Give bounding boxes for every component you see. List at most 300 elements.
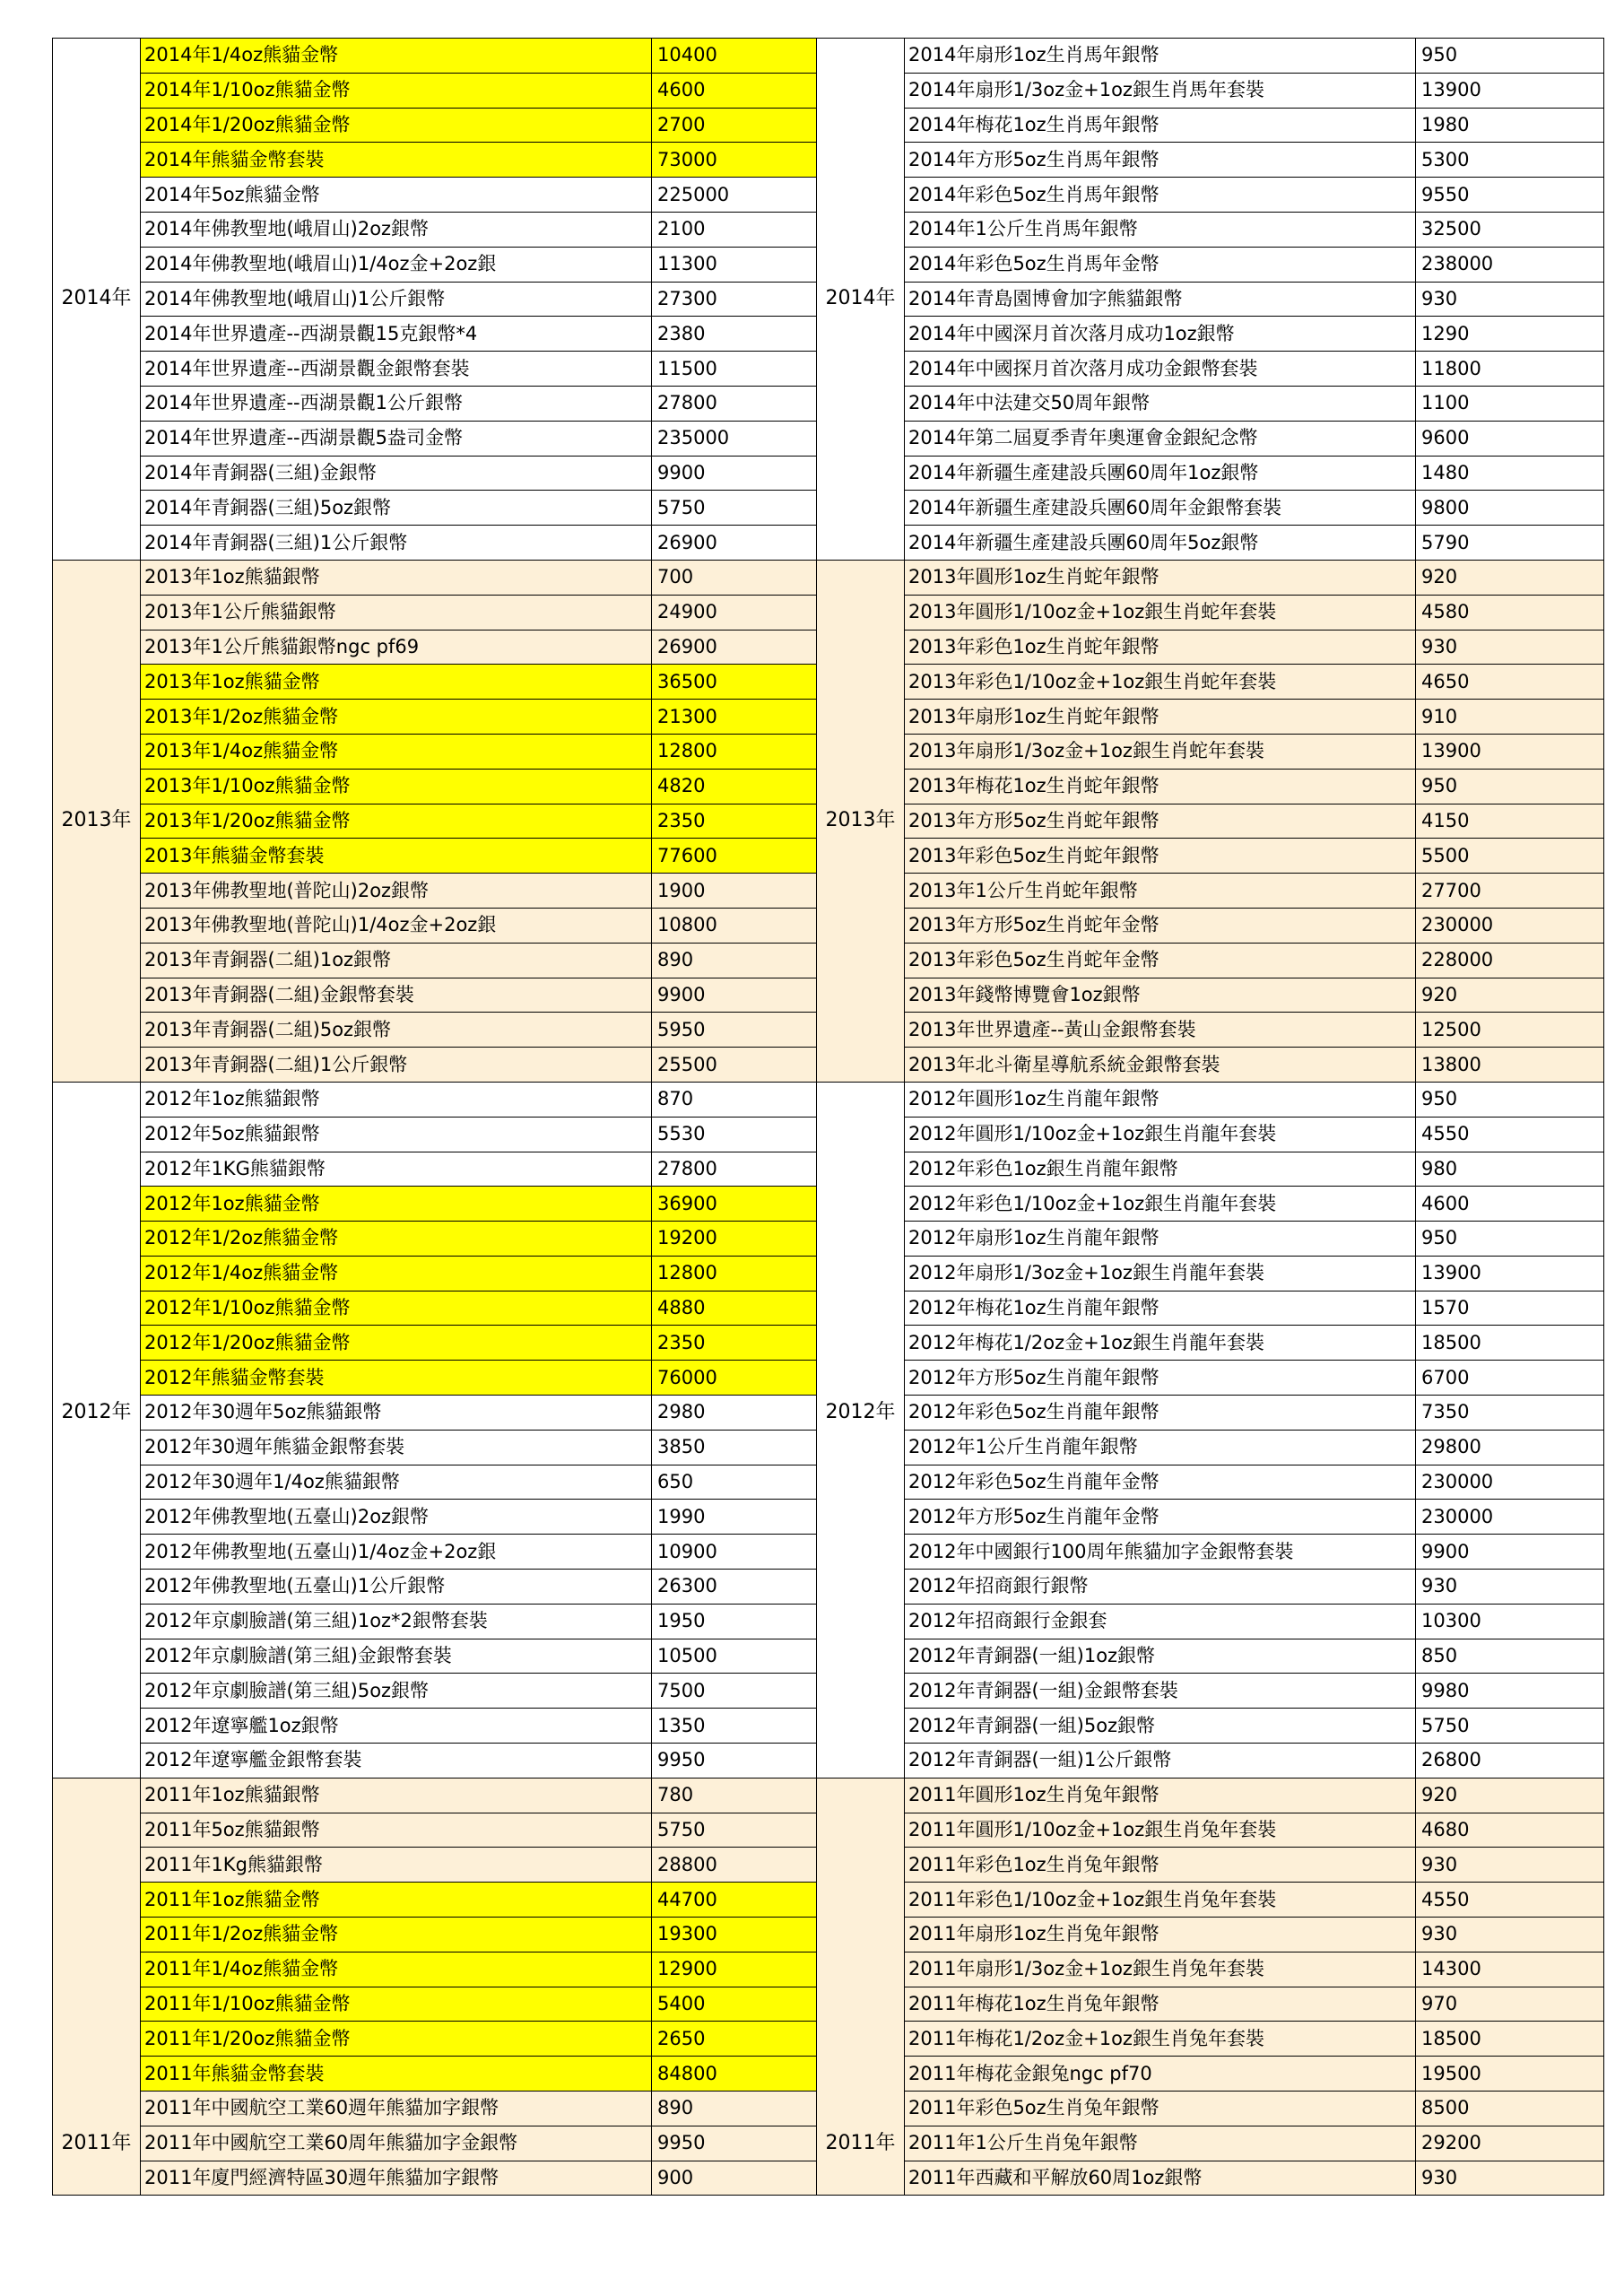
table-row bbox=[817, 1326, 1604, 1361]
table-row bbox=[817, 1883, 1604, 1918]
item-name: 2012年1/10oz熊貓金幣 bbox=[141, 1291, 652, 1326]
table-row bbox=[817, 1674, 1604, 1709]
item-price: 29200 bbox=[1416, 2126, 1604, 2161]
year-cell bbox=[817, 2161, 905, 2196]
table-row bbox=[53, 1500, 840, 1535]
item-name: 2014年扇形1oz生肖馬年銀幣 bbox=[905, 39, 1416, 74]
item-name: 2014年青銅器(三組)5oz銀幣 bbox=[141, 491, 652, 526]
year-cell: 2013年 bbox=[817, 804, 905, 839]
item-name: 2012年1/20oz熊貓金幣 bbox=[141, 1326, 652, 1361]
year-cell bbox=[817, 1291, 905, 1326]
table-row bbox=[53, 560, 840, 595]
year-cell bbox=[817, 1952, 905, 1987]
year-cell bbox=[817, 526, 905, 561]
item-price: 4550 bbox=[1416, 1117, 1604, 1152]
year-cell bbox=[53, 839, 141, 874]
table-row bbox=[53, 1361, 840, 1396]
year-cell bbox=[53, 2057, 141, 2092]
item-name: 2014年中法建交50周年銀幣 bbox=[905, 386, 1416, 421]
year-cell bbox=[53, 1291, 141, 1326]
item-price: 18500 bbox=[1416, 1326, 1604, 1361]
item-name: 2012年中國銀行100周年熊貓加字金銀幣套裝 bbox=[905, 1535, 1416, 1570]
item-price: 4680 bbox=[1416, 1813, 1604, 1848]
table-row bbox=[53, 491, 840, 526]
year-cell bbox=[817, 1152, 905, 1187]
year-cell bbox=[53, 2092, 141, 2126]
year-cell: 2013年 bbox=[53, 804, 141, 839]
year-cell bbox=[53, 352, 141, 387]
year-cell bbox=[817, 73, 905, 108]
item-price: 1570 bbox=[1416, 1291, 1604, 1326]
item-price: 930 bbox=[1416, 1570, 1604, 1605]
year-cell bbox=[53, 1570, 141, 1605]
item-name: 2011年西藏和平解放60周1oz銀幣 bbox=[905, 2161, 1416, 2196]
year-cell bbox=[817, 1082, 905, 1117]
table-row bbox=[53, 804, 840, 839]
item-name: 2013年錢幣博覽會1oz銀幣 bbox=[905, 978, 1416, 1013]
table-row bbox=[817, 595, 1604, 630]
item-name: 2011年1公斤生肖兔年銀幣 bbox=[905, 2126, 1416, 2161]
item-price: 930 bbox=[1416, 630, 1604, 665]
table-row bbox=[53, 1535, 840, 1570]
table-row bbox=[53, 212, 840, 247]
table-row bbox=[817, 1570, 1604, 1605]
item-price: 13800 bbox=[1416, 1048, 1604, 1083]
year-cell bbox=[817, 978, 905, 1013]
item-price: 84800 bbox=[652, 2057, 840, 2092]
item-price: 24900 bbox=[652, 595, 840, 630]
item-price: 19200 bbox=[652, 1222, 840, 1257]
table-row bbox=[817, 1639, 1604, 1674]
item-name: 2011年中國航空工業60週年熊貓加字銀幣 bbox=[141, 2092, 652, 2126]
item-name: 2011年廈門經濟特區30週年熊貓加字銀幣 bbox=[141, 2161, 652, 2196]
item-name: 2013年彩色5oz生肖蛇年銀幣 bbox=[905, 839, 1416, 874]
item-name: 2014年1公斤生肖馬年銀幣 bbox=[905, 212, 1416, 247]
year-cell bbox=[53, 1465, 141, 1500]
year-cell bbox=[53, 1117, 141, 1152]
item-name: 2012年佛教聖地(五臺山)2oz銀幣 bbox=[141, 1500, 652, 1535]
table-row bbox=[53, 978, 840, 1013]
table-row bbox=[817, 1291, 1604, 1326]
item-price: 18500 bbox=[1416, 2022, 1604, 2057]
year-cell bbox=[817, 943, 905, 978]
year-cell bbox=[53, 1604, 141, 1639]
item-price: 4650 bbox=[1416, 665, 1604, 700]
year-cell bbox=[53, 1187, 141, 1222]
year-cell bbox=[817, 491, 905, 526]
year-cell bbox=[53, 143, 141, 178]
item-price: 1900 bbox=[652, 874, 840, 909]
item-price: 11800 bbox=[1416, 352, 1604, 387]
item-price: 950 bbox=[1416, 1222, 1604, 1257]
year-cell bbox=[53, 1813, 141, 1848]
table-row bbox=[53, 630, 840, 665]
item-name: 2012年彩色1/10oz金+1oz銀生肖龍年套裝 bbox=[905, 1187, 1416, 1222]
table-row bbox=[53, 1117, 840, 1152]
table-row bbox=[817, 282, 1604, 317]
table-row bbox=[817, 874, 1604, 909]
item-name: 2013年青銅器(二組)5oz銀幣 bbox=[141, 1013, 652, 1048]
item-price: 930 bbox=[1416, 2161, 1604, 2196]
item-name: 2014年世界遺產--西湖景觀金銀幣套裝 bbox=[141, 352, 652, 387]
table-row bbox=[53, 456, 840, 491]
table-row bbox=[53, 1222, 840, 1257]
item-name: 2014年扇形1/3oz金+1oz銀生肖馬年套裝 bbox=[905, 73, 1416, 108]
year-cell bbox=[53, 1082, 141, 1117]
table-row bbox=[53, 1048, 840, 1083]
item-price: 2350 bbox=[652, 804, 840, 839]
year-cell bbox=[817, 1883, 905, 1918]
item-price: 10800 bbox=[652, 908, 840, 943]
item-name: 2012年佛教聖地(五臺山)1公斤銀幣 bbox=[141, 1570, 652, 1605]
table-row bbox=[817, 1744, 1604, 1779]
year-cell bbox=[53, 456, 141, 491]
item-name: 2012年青銅器(一組)金銀幣套裝 bbox=[905, 1674, 1416, 1709]
year-cell bbox=[817, 317, 905, 352]
year-cell bbox=[817, 421, 905, 456]
item-name: 2013年1oz熊貓銀幣 bbox=[141, 560, 652, 595]
year-cell bbox=[817, 1465, 905, 1500]
table-row bbox=[53, 1778, 840, 1813]
item-price: 9900 bbox=[1416, 1535, 1604, 1570]
item-name: 2013年圓形1/10oz金+1oz銀生肖蛇年套裝 bbox=[905, 595, 1416, 630]
item-name: 2012年30週年1/4oz熊貓銀幣 bbox=[141, 1465, 652, 1500]
item-price: 12800 bbox=[652, 1256, 840, 1291]
item-price: 5750 bbox=[652, 491, 840, 526]
table-row bbox=[817, 700, 1604, 735]
table-row bbox=[817, 1952, 1604, 1987]
year-cell bbox=[53, 1152, 141, 1187]
table-row bbox=[53, 595, 840, 630]
item-name: 2011年彩色1/10oz金+1oz銀生肖兔年套裝 bbox=[905, 1883, 1416, 1918]
item-name: 2013年彩色1oz生肖蛇年銀幣 bbox=[905, 630, 1416, 665]
item-name: 2014年佛教聖地(峨眉山)2oz銀幣 bbox=[141, 212, 652, 247]
table-row bbox=[53, 1082, 840, 1117]
item-price: 890 bbox=[652, 943, 840, 978]
item-price: 10900 bbox=[652, 1535, 840, 1570]
item-name: 2012年京劇臉譜(第三組)1oz*2銀幣套裝 bbox=[141, 1604, 652, 1639]
table-row bbox=[53, 1326, 840, 1361]
item-name: 2014年新疆生產建設兵團60周年金銀幣套裝 bbox=[905, 491, 1416, 526]
item-name: 2012年方形5oz生肖龍年金幣 bbox=[905, 1500, 1416, 1535]
item-price: 26300 bbox=[652, 1570, 840, 1605]
table-row bbox=[53, 352, 840, 387]
item-name: 2012年30週年熊貓金銀幣套裝 bbox=[141, 1430, 652, 1465]
year-cell bbox=[53, 1500, 141, 1535]
item-price: 9900 bbox=[652, 456, 840, 491]
item-name: 2012年1/2oz熊貓金幣 bbox=[141, 1222, 652, 1257]
item-price: 1350 bbox=[652, 1709, 840, 1744]
table-row bbox=[817, 2092, 1604, 2126]
item-price: 12900 bbox=[652, 1952, 840, 1987]
item-name: 2014年中國探月首次落月成功金銀幣套裝 bbox=[905, 352, 1416, 387]
item-price: 5400 bbox=[652, 1987, 840, 2022]
item-price: 73000 bbox=[652, 143, 840, 178]
table-row bbox=[817, 456, 1604, 491]
item-name: 2011年圓形1oz生肖兔年銀幣 bbox=[905, 1778, 1416, 1813]
table-row bbox=[817, 839, 1604, 874]
year-cell bbox=[817, 1674, 905, 1709]
item-price: 950 bbox=[1416, 1082, 1604, 1117]
year-cell bbox=[817, 1256, 905, 1291]
item-name: 2014年世界遺產--西湖景觀1公斤銀幣 bbox=[141, 386, 652, 421]
table-row bbox=[817, 491, 1604, 526]
item-name: 2013年青銅器(二組)金銀幣套裝 bbox=[141, 978, 652, 1013]
item-name: 2011年1/20oz熊貓金幣 bbox=[141, 2022, 652, 2057]
item-name: 2014年佛教聖地(峨眉山)1公斤銀幣 bbox=[141, 282, 652, 317]
year-cell bbox=[817, 560, 905, 595]
table-row bbox=[817, 1082, 1604, 1117]
table-row bbox=[53, 386, 840, 421]
table-row bbox=[53, 874, 840, 909]
item-price: 5500 bbox=[1416, 839, 1604, 874]
table-row bbox=[817, 143, 1604, 178]
item-price: 4880 bbox=[652, 1291, 840, 1326]
year-cell bbox=[817, 1639, 905, 1674]
item-name: 2013年圓形1oz生肖蛇年銀幣 bbox=[905, 560, 1416, 595]
table-row bbox=[817, 386, 1604, 421]
table-row bbox=[817, 665, 1604, 700]
item-price: 230000 bbox=[1416, 1500, 1604, 1535]
item-price: 980 bbox=[1416, 1152, 1604, 1187]
item-price: 228000 bbox=[1416, 943, 1604, 978]
table-row bbox=[53, 908, 840, 943]
table-row bbox=[53, 247, 840, 282]
year-cell bbox=[817, 1604, 905, 1639]
table-row bbox=[53, 1813, 840, 1848]
item-name: 2012年熊貓金幣套裝 bbox=[141, 1361, 652, 1396]
item-name: 2013年方形5oz生肖蛇年銀幣 bbox=[905, 804, 1416, 839]
item-price: 1980 bbox=[1416, 108, 1604, 143]
item-price: 32500 bbox=[1416, 212, 1604, 247]
table-row bbox=[53, 734, 840, 769]
table-row bbox=[817, 212, 1604, 247]
table-row bbox=[817, 317, 1604, 352]
item-name: 2014年第二屆夏季青年奧運會金銀紀念幣 bbox=[905, 421, 1416, 456]
year-cell bbox=[53, 39, 141, 74]
year-cell bbox=[53, 1639, 141, 1674]
item-price: 2100 bbox=[652, 212, 840, 247]
item-price: 27300 bbox=[652, 282, 840, 317]
item-name: 2011年熊貓金幣套裝 bbox=[141, 2057, 652, 2092]
year-cell bbox=[817, 2022, 905, 2057]
year-cell bbox=[53, 1535, 141, 1570]
table-row bbox=[817, 2161, 1604, 2196]
year-cell bbox=[817, 1048, 905, 1083]
year-cell bbox=[817, 874, 905, 909]
item-price: 5950 bbox=[652, 1013, 840, 1048]
table-row bbox=[817, 560, 1604, 595]
table-row bbox=[53, 1883, 840, 1918]
table-row bbox=[53, 1152, 840, 1187]
item-price: 2380 bbox=[652, 317, 840, 352]
item-name: 2014年1/4oz熊貓金幣 bbox=[141, 39, 652, 74]
item-name: 2012年5oz熊貓銀幣 bbox=[141, 1117, 652, 1152]
year-cell bbox=[53, 73, 141, 108]
item-name: 2013年扇形1/3oz金+1oz銀生肖蛇年套裝 bbox=[905, 734, 1416, 769]
item-price: 12500 bbox=[1416, 1013, 1604, 1048]
table-row bbox=[53, 2092, 840, 2126]
table-row bbox=[817, 1117, 1604, 1152]
item-name: 2013年1/10oz熊貓金幣 bbox=[141, 769, 652, 804]
item-name: 2014年梅花1oz生肖馬年銀幣 bbox=[905, 108, 1416, 143]
item-name: 2012年扇形1oz生肖龍年銀幣 bbox=[905, 1222, 1416, 1257]
table-row bbox=[53, 178, 840, 213]
item-price: 11500 bbox=[652, 352, 840, 387]
item-name: 2014年新疆生產建設兵團60周年1oz銀幣 bbox=[905, 456, 1416, 491]
year-cell bbox=[817, 1361, 905, 1396]
item-name: 2011年1Kg熊貓銀幣 bbox=[141, 1848, 652, 1883]
table-row bbox=[53, 1744, 840, 1779]
item-name: 2012年扇形1/3oz金+1oz銀生肖龍年套裝 bbox=[905, 1256, 1416, 1291]
item-name: 2011年5oz熊貓銀幣 bbox=[141, 1813, 652, 1848]
item-name: 2012年圓形1oz生肖龍年銀幣 bbox=[905, 1082, 1416, 1117]
item-name: 2013年青銅器(二組)1公斤銀幣 bbox=[141, 1048, 652, 1083]
table-row bbox=[817, 1361, 1604, 1396]
item-price: 230000 bbox=[1416, 908, 1604, 943]
table-row bbox=[53, 1952, 840, 1987]
item-price: 238000 bbox=[1416, 247, 1604, 282]
item-name: 2014年5oz熊貓金幣 bbox=[141, 178, 652, 213]
item-price: 225000 bbox=[652, 178, 840, 213]
item-price: 9550 bbox=[1416, 178, 1604, 213]
item-name: 2013年梅花1oz生肖蛇年銀幣 bbox=[905, 769, 1416, 804]
item-name: 2011年扇形1/3oz金+1oz銀生肖兔年套裝 bbox=[905, 1952, 1416, 1987]
item-name: 2012年1公斤生肖龍年銀幣 bbox=[905, 1430, 1416, 1465]
item-name: 2011年彩色5oz生肖兔年銀幣 bbox=[905, 2092, 1416, 2126]
year-cell bbox=[817, 1813, 905, 1848]
item-name: 2012年京劇臉譜(第三組)金銀幣套裝 bbox=[141, 1639, 652, 1674]
item-price: 4600 bbox=[1416, 1187, 1604, 1222]
item-price: 27800 bbox=[652, 1152, 840, 1187]
item-name: 2013年彩色5oz生肖蛇年金幣 bbox=[905, 943, 1416, 978]
item-price: 1480 bbox=[1416, 456, 1604, 491]
table-row bbox=[817, 1256, 1604, 1291]
table-row bbox=[53, 2022, 840, 2057]
year-cell bbox=[53, 1048, 141, 1083]
year-cell bbox=[53, 1256, 141, 1291]
item-name: 2012年30週年5oz熊貓銀幣 bbox=[141, 1396, 652, 1431]
year-cell bbox=[817, 1535, 905, 1570]
item-name: 2014年方形5oz生肖馬年銀幣 bbox=[905, 143, 1416, 178]
item-price: 36500 bbox=[652, 665, 840, 700]
year-cell bbox=[53, 1222, 141, 1257]
item-price: 21300 bbox=[652, 700, 840, 735]
item-price: 6700 bbox=[1416, 1361, 1604, 1396]
item-price: 8500 bbox=[1416, 2092, 1604, 2126]
table-row bbox=[817, 1987, 1604, 2022]
table-row bbox=[53, 1639, 840, 1674]
item-name: 2012年遼寧艦1oz銀幣 bbox=[141, 1709, 652, 1744]
year-cell bbox=[53, 943, 141, 978]
item-name: 2014年青島園博會加字熊貓銀幣 bbox=[905, 282, 1416, 317]
item-name: 2013年佛教聖地(普陀山)1/4oz金+2oz銀 bbox=[141, 908, 652, 943]
year-cell bbox=[53, 1013, 141, 1048]
item-name: 2013年1公斤熊貓銀幣ngc pf69 bbox=[141, 630, 652, 665]
table-row bbox=[53, 1291, 840, 1326]
table-row bbox=[53, 421, 840, 456]
year-cell: 2014年 bbox=[817, 282, 905, 317]
item-name: 2012年圓形1/10oz金+1oz銀生肖龍年套裝 bbox=[905, 1117, 1416, 1152]
item-price: 13900 bbox=[1416, 734, 1604, 769]
table-row bbox=[53, 39, 840, 74]
table-row bbox=[817, 1848, 1604, 1883]
item-price: 14300 bbox=[1416, 1952, 1604, 1987]
item-price: 850 bbox=[1416, 1639, 1604, 1674]
table-row bbox=[53, 1674, 840, 1709]
item-price: 5300 bbox=[1416, 143, 1604, 178]
table-row bbox=[817, 2057, 1604, 2092]
table-row bbox=[817, 39, 1604, 74]
item-price: 2650 bbox=[652, 2022, 840, 2057]
year-cell: 2011年 bbox=[817, 2126, 905, 2161]
item-price: 27700 bbox=[1416, 874, 1604, 909]
year-cell bbox=[817, 1848, 905, 1883]
item-price: 25500 bbox=[652, 1048, 840, 1083]
table-row bbox=[817, 908, 1604, 943]
item-name: 2012年遼寧艦金銀幣套裝 bbox=[141, 1744, 652, 1779]
year-cell: 2011年 bbox=[53, 2126, 141, 2161]
year-cell bbox=[817, 352, 905, 387]
table-row bbox=[53, 282, 840, 317]
price-table-right bbox=[816, 38, 1604, 2196]
year-cell bbox=[53, 1987, 141, 2022]
year-cell: 2012年 bbox=[817, 1396, 905, 1431]
item-price: 5750 bbox=[1416, 1709, 1604, 1744]
year-cell bbox=[817, 700, 905, 735]
item-name: 2013年1/20oz熊貓金幣 bbox=[141, 804, 652, 839]
year-cell bbox=[53, 665, 141, 700]
item-price: 900 bbox=[652, 2161, 840, 2196]
item-name: 2011年1/4oz熊貓金幣 bbox=[141, 1952, 652, 1987]
item-price: 1950 bbox=[652, 1604, 840, 1639]
table-row bbox=[53, 1570, 840, 1605]
year-cell bbox=[817, 2057, 905, 2092]
table-row bbox=[53, 1013, 840, 1048]
item-price: 10500 bbox=[652, 1639, 840, 1674]
item-name: 2013年彩色1/10oz金+1oz銀生肖蛇年套裝 bbox=[905, 665, 1416, 700]
table-row bbox=[53, 2126, 840, 2161]
item-name: 2014年彩色5oz生肖馬年銀幣 bbox=[905, 178, 1416, 213]
table-row bbox=[817, 247, 1604, 282]
year-cell bbox=[817, 178, 905, 213]
table-row bbox=[53, 1430, 840, 1465]
year-cell bbox=[817, 456, 905, 491]
year-cell bbox=[53, 630, 141, 665]
item-name: 2013年扇形1oz生肖蛇年銀幣 bbox=[905, 700, 1416, 735]
year-cell bbox=[817, 1500, 905, 1535]
item-price: 5530 bbox=[652, 1117, 840, 1152]
year-cell bbox=[53, 734, 141, 769]
item-price: 11300 bbox=[652, 247, 840, 282]
table-row bbox=[53, 1848, 840, 1883]
year-cell bbox=[817, 1709, 905, 1744]
year-cell bbox=[53, 247, 141, 282]
item-name: 2014年1/20oz熊貓金幣 bbox=[141, 108, 652, 143]
year-cell bbox=[53, 1326, 141, 1361]
year-cell bbox=[53, 1778, 141, 1813]
table-row bbox=[53, 700, 840, 735]
year-cell bbox=[817, 247, 905, 282]
item-name: 2012年彩色5oz生肖龍年銀幣 bbox=[905, 1396, 1416, 1431]
item-price: 1990 bbox=[652, 1500, 840, 1535]
item-price: 26900 bbox=[652, 630, 840, 665]
table-row bbox=[817, 2126, 1604, 2161]
year-cell bbox=[817, 1326, 905, 1361]
year-cell bbox=[817, 1778, 905, 1813]
item-price: 920 bbox=[1416, 978, 1604, 1013]
table-row bbox=[817, 1430, 1604, 1465]
